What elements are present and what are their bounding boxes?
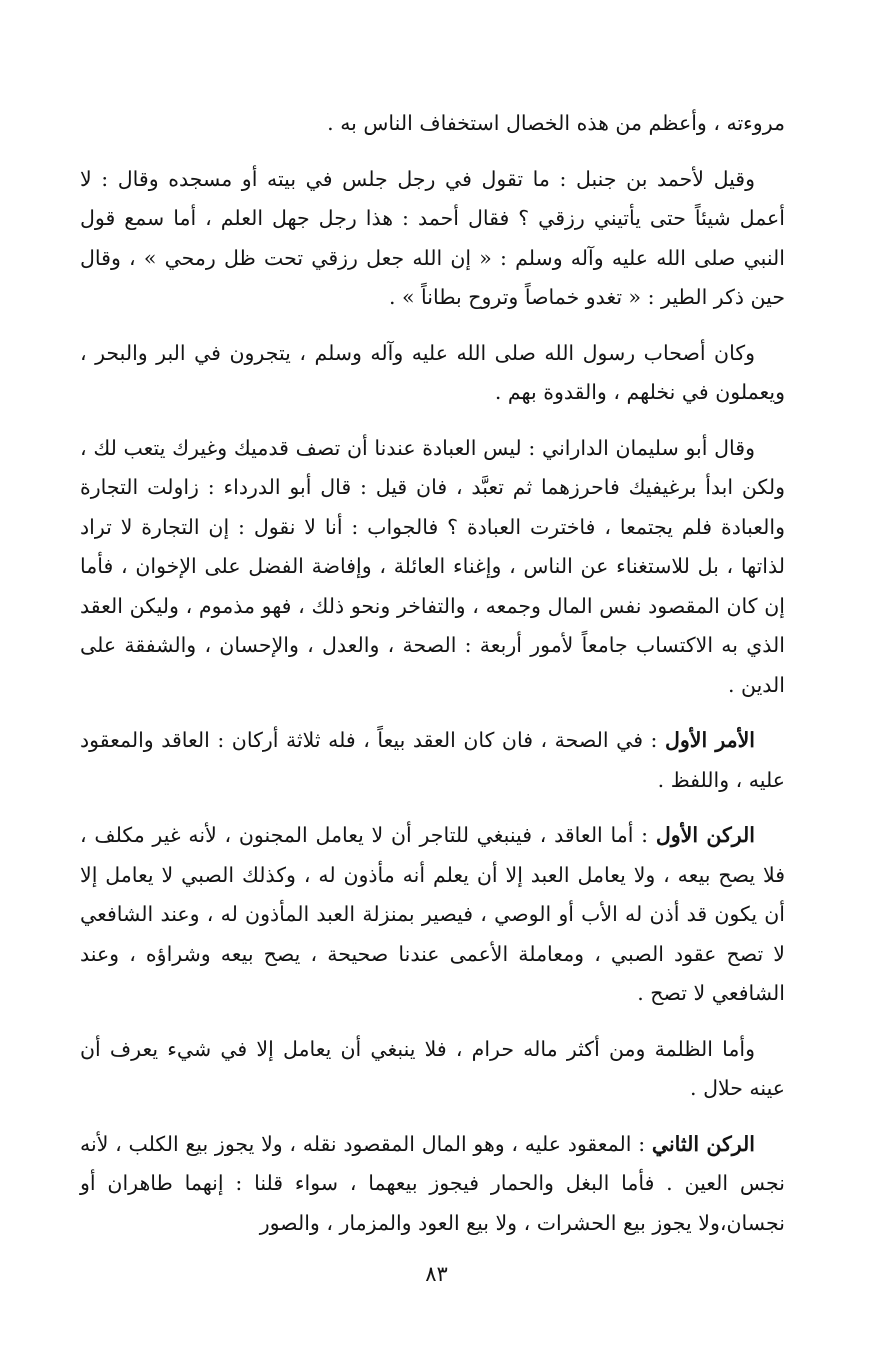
paragraph-text: مروءته ، وأعظم من هذه الخصال استخفاف الناس به . (327, 111, 785, 135)
paragraph-3 (80, 334, 785, 413)
paragraph-2 (80, 160, 785, 318)
page-number: ٨٣ (425, 1262, 448, 1286)
paragraph-text: : في الصحة ، فان كان العقد بيعاً ، فله ثلاثة أركان : العاقد والمعقود عليه ، واللفظ . (80, 728, 785, 792)
section-heading: الأمر الأول (665, 728, 755, 752)
paragraph-5 (80, 721, 785, 800)
paragraph-text: وأما الظلمة ومن أكثر ماله حرام ، فلا ينبغي أن يعامل إلا في شيء يعرف أن عينه حلال . (80, 1036, 785, 1100)
page-body (80, 104, 785, 1243)
section-heading: الركن الثاني (651, 1131, 755, 1156)
paragraph-7 (80, 1030, 785, 1109)
paragraph-6 (80, 816, 785, 1014)
paragraph-text: وقيل لأحمد بن جنبل : ما تقول في رجل جلس في بيته أو مسجده وقال : لا أعمل شيئاً حتى يأتيني رزقي ؟ فقال أحمد : هذا رجل جهل العلم ، أما سمع قول النبي صلى الله عليه وآله وسلم : « إن الله جعل رزقي تحت ظل رمحي » ، وقال حين ذكر الطير : « تغدو خماصاً وتروح بطاناً » . (80, 166, 785, 309)
section-heading: الركن الأول (655, 823, 755, 847)
paragraph-1 (80, 104, 785, 144)
paragraph-text: : المعقود عليه ، وهو المال المقصود نقله ، ولا يجوز بيع الكلب ، لأنه نجس العين . فأما البغل والحمار فيجوز بيعهما ، سواء قلنا : إنهما طاهران أو نجسان،ولا يجوز بيع الحشرات ، ولا بيع العود والمزمار ، والصور (80, 1131, 785, 1235)
paragraph-4 (80, 429, 785, 706)
paragraph-text: : أما العاقد ، فينبغي للتاجر أن لا يعامل المجنون ، لأنه غير مكلف ، فلا يصح بيعه ، ولا يعامل العبد إلا أن يعلم أنه مأذون له ، وكذلك الصبي لا يعامل إلا أن يكون قد أذن له الأب أو الوصي ، فيصير بمنزلة العبد المأذون له ، وعند الشافعي لا تصح عقود الصبي ، ومعاملة الأعمى عندنا صحيحة ، يصح بيعه وشراؤه ، وعند الشافعي لا تصح . (80, 823, 785, 1005)
paragraph-text: وقال أبو سليمان الداراني : ليس العبادة عندنا أن تصف قدميك وغيرك يتعب لك ، ولكن ابدأ برغيفيك فاحرزهما ثم تعبَّد ، فان قيل : قال أبو الدرداء : زاولت التجارة والعبادة فلم يجتمعا ، فاخترت العبادة ؟ فالجواب : أنا لا نقول : إن التجارة لا تراد لذاتها ، بل للاستغناء عن الناس ، وإغناء العائلة ، وإفاضة الفضل على الإخوان ، فأما إن كان المقصود نفس المال وجمعه ، والتفاخر ونحو ذلك ، فهو مذموم ، وليكن العقد الذي به الاكتساب جامعاً لأمور أربعة : الصحة ، والعدل ، والإحسان ، والشفقة على الدين . (80, 435, 785, 697)
paragraph-text: وكان أصحاب رسول الله صلى الله عليه وآله وسلم ، يتجرون في البر والبحر ، ويعملون في نخلهم ، والقدوة بهم . (80, 340, 785, 404)
paragraph-8 (80, 1125, 785, 1244)
